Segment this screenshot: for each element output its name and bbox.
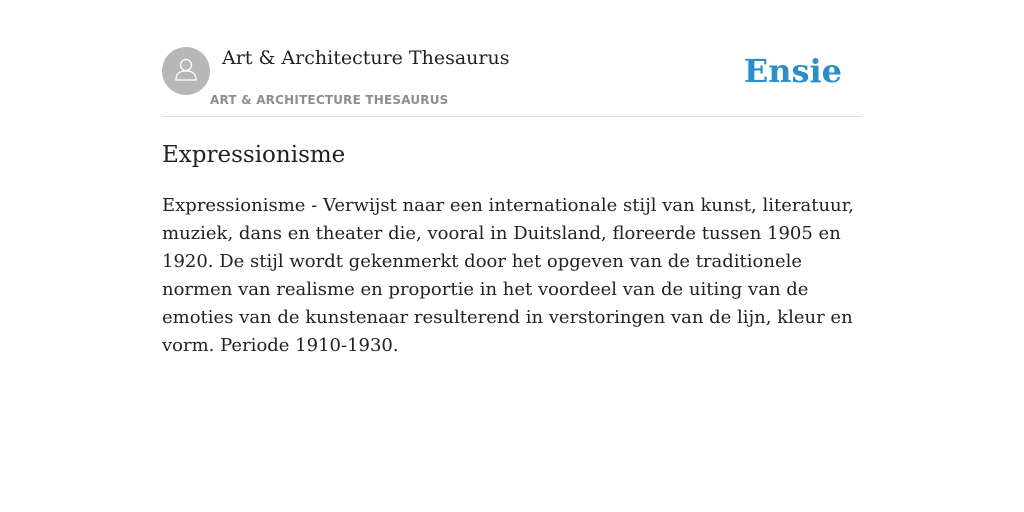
avatar[interactable] (162, 47, 210, 95)
page-title: Expressionisme (162, 142, 346, 168)
brand-logo[interactable]: Ensie (743, 52, 842, 90)
definition-text: Expressionisme - Verwijst naar een internationale stijl van kunst, literatuur, muziek, dans en theater die, vooral in Duitsland, floreerde tussen 1905 en 1920. De stijl wordt gekenmerkt door het opgeven van de traditionele normen van realisme en proportie in het voordeel van de uiting van de emoties van de kunstenaar resulterend in verstoringen van de lijn, kleur en vorm. Periode 1910-1930. (162, 195, 854, 356)
source-title[interactable]: Art & Architecture Thesaurus (222, 47, 510, 69)
source-subtitle[interactable]: ART & ARCHITECTURE THESAURUS (210, 93, 449, 107)
user-icon (171, 54, 201, 89)
entry-header (162, 46, 862, 117)
